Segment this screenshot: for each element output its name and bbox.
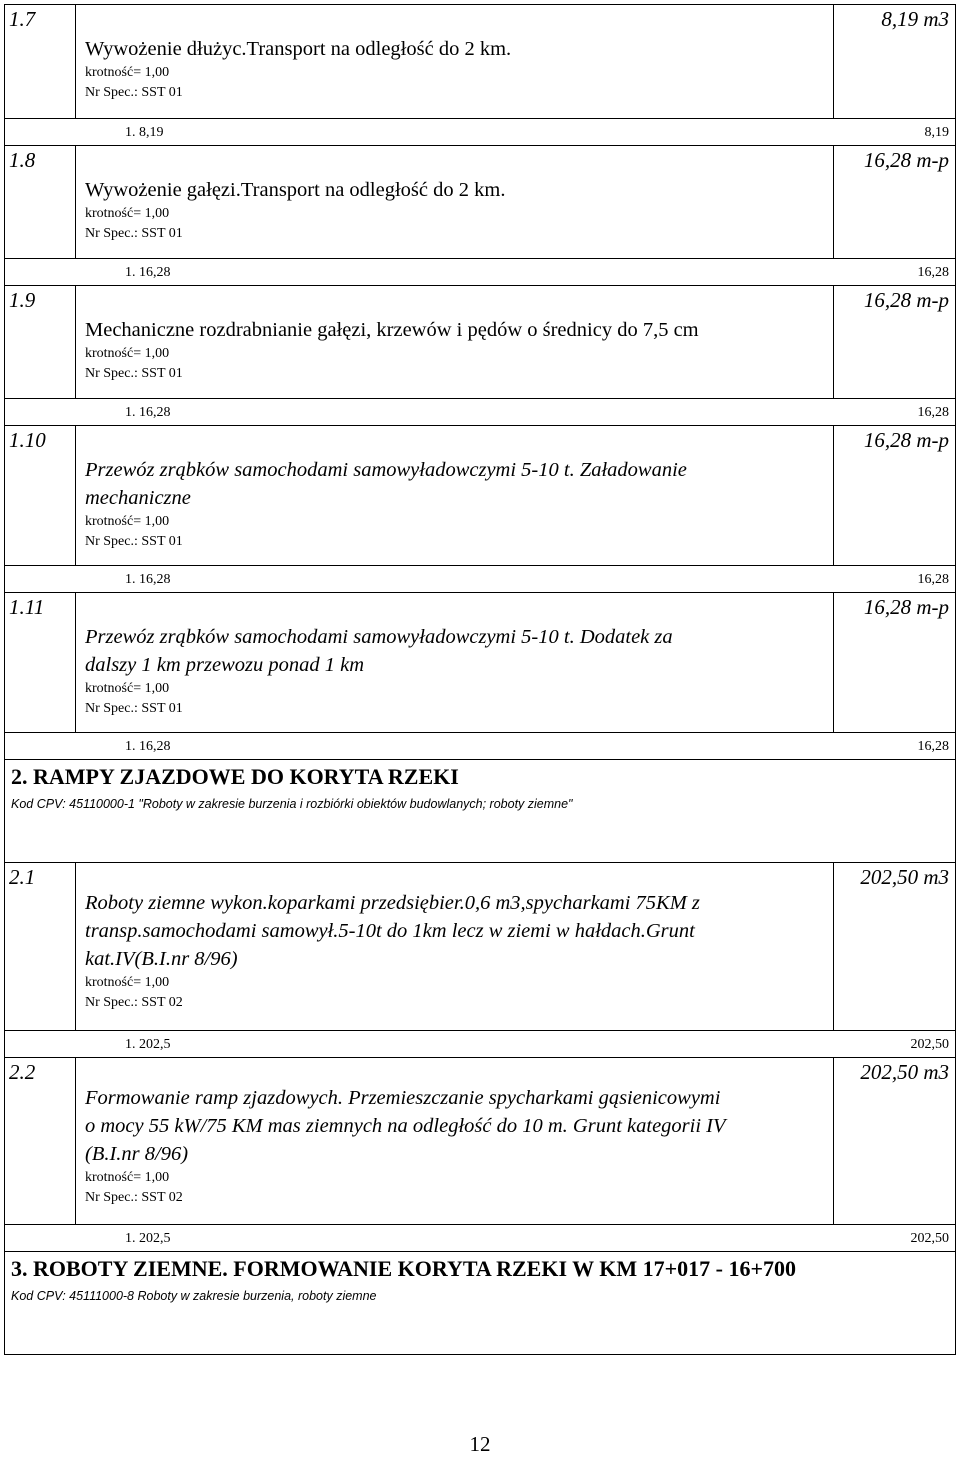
calc-right: 8,19 <box>924 125 949 140</box>
section-number: 3. <box>11 1256 28 1281</box>
item-calculation <box>5 398 955 425</box>
section-name: ROBOTY ZIEMNE. FORMOWANIE KORYTA RZEKI W KM 17+017 - 16+700 <box>33 1256 796 1281</box>
item-spec: Nr Spec.: SST 01 <box>85 701 183 716</box>
calc-left: 1. 8,19 <box>125 125 164 140</box>
item-1-8 <box>4 145 956 285</box>
item-quantity: 202,50 m3 <box>860 865 949 889</box>
item-1-11 <box>4 592 956 759</box>
item-quantity: 16,28 m-p <box>863 595 949 619</box>
item-number: 2.1 <box>9 865 36 889</box>
item-description: Roboty ziemne wykon.koparkami przedsiębier.0,6 m3,spycharkami 75KM z <box>85 892 700 914</box>
calc-right: 202,50 <box>910 1037 949 1052</box>
item-krotnosc: krotność= 1,00 <box>85 514 170 529</box>
item-krotnosc: krotność= 1,00 <box>85 346 170 361</box>
item-krotnosc: krotność= 1,00 <box>85 206 170 221</box>
calc-right: 16,28 <box>917 405 949 420</box>
item-number: 1.11 <box>9 595 45 619</box>
item-krotnosc: krotność= 1,00 <box>85 975 170 990</box>
item-spec: Nr Spec.: SST 01 <box>85 85 183 100</box>
section-2-header <box>4 759 956 863</box>
calc-left: 1. 202,5 <box>125 1037 171 1052</box>
item-description: kat.IV(B.I.nr 8/96) <box>85 948 238 970</box>
item-1-7 <box>4 4 956 145</box>
item-calculation <box>5 1030 955 1057</box>
item-spec: Nr Spec.: SST 02 <box>85 1190 183 1205</box>
item-2-1 <box>4 863 956 1057</box>
item-number: 1.7 <box>9 7 36 31</box>
section-name: RAMPY ZJAZDOWE DO KORYTA RZEKI <box>33 764 459 789</box>
item-krotnosc: krotność= 1,00 <box>85 1170 170 1185</box>
item-number: 1.8 <box>9 148 36 172</box>
section-title <box>11 764 459 790</box>
item-description: mechaniczne <box>85 487 191 509</box>
item-quantity: 202,50 m3 <box>860 1060 949 1084</box>
item-number: 1.9 <box>9 288 36 312</box>
item-quantity: 8,19 m3 <box>881 7 949 31</box>
item-description: o mocy 55 kW/75 KM mas ziemnych na odległość do 10 m. Grunt kategorii IV <box>85 1115 726 1137</box>
section-cpv-code: Kod CPV: 45110000-1 "Roboty w zakresie burzenia i rozbiórki obiektów budowlanych; roboty ziemne" <box>11 797 573 811</box>
item-number: 1.10 <box>9 428 46 452</box>
item-krotnosc: krotność= 1,00 <box>85 65 170 80</box>
item-calculation <box>5 258 955 285</box>
item-description: Przewóz zrąbków samochodami samowyładowczymi 5-10 t. Załadowanie <box>85 459 687 481</box>
calc-right: 202,50 <box>910 1231 949 1246</box>
item-2-2 <box>4 1057 956 1251</box>
item-description: Wywożenie gałęzi.Transport na odległość do 2 km. <box>85 179 506 201</box>
item-description: (B.I.nr 8/96) <box>85 1143 189 1165</box>
calc-left: 1. 202,5 <box>125 1231 171 1246</box>
calc-right: 16,28 <box>917 572 949 587</box>
item-quantity: 16,28 m-p <box>863 428 949 452</box>
item-spec: Nr Spec.: SST 01 <box>85 534 183 549</box>
calc-right: 16,28 <box>917 739 949 754</box>
calc-left: 1. 16,28 <box>125 265 171 280</box>
section-title <box>11 1256 796 1282</box>
section-cpv-code: Kod CPV: 45111000-8 Roboty w zakresie burzenia, roboty ziemne <box>11 1289 377 1303</box>
item-description: transp.samochodami samowył.5-10t do 1km lecz w ziemi w hałdach.Grunt <box>85 920 695 942</box>
item-quantity: 16,28 m-p <box>863 288 949 312</box>
item-description: Formowanie ramp zjazdowych. Przemieszczanie spycharkami gąsienicowymi <box>85 1087 721 1109</box>
item-description: Wywożenie dłużyc.Transport na odległość do 2 km. <box>85 38 512 60</box>
item-spec: Nr Spec.: SST 01 <box>85 366 183 381</box>
item-calculation <box>5 118 955 145</box>
item-number: 2.2 <box>9 1060 36 1084</box>
calc-left: 1. 16,28 <box>125 405 171 420</box>
item-description: dalszy 1 km przewozu ponad 1 km <box>85 654 365 676</box>
item-description: Mechaniczne rozdrabnianie gałęzi, krzewów i pędów o średnicy do 7,5 cm <box>85 319 699 341</box>
item-1-10 <box>4 425 956 592</box>
section-number: 2. <box>11 764 28 789</box>
item-1-9 <box>4 285 956 425</box>
item-calculation <box>5 565 955 592</box>
item-calculation <box>5 1224 955 1251</box>
page-number: 12 <box>469 1432 491 1456</box>
item-description: Przewóz zrąbków samochodami samowyładowczymi 5-10 t. Dodatek za <box>85 626 673 648</box>
calc-right: 16,28 <box>917 265 949 280</box>
section-3-header <box>4 1251 956 1355</box>
item-spec: Nr Spec.: SST 01 <box>85 226 183 241</box>
item-krotnosc: krotność= 1,00 <box>85 681 170 696</box>
document-page <box>4 4 956 1355</box>
item-quantity: 16,28 m-p <box>863 148 949 172</box>
item-calculation <box>5 732 955 759</box>
calc-left: 1. 16,28 <box>125 739 171 754</box>
calc-left: 1. 16,28 <box>125 572 171 587</box>
item-spec: Nr Spec.: SST 02 <box>85 995 183 1010</box>
